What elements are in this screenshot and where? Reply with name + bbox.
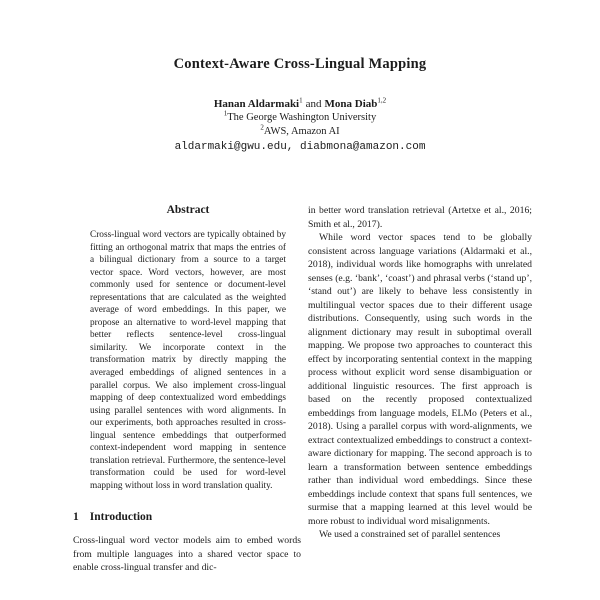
affiliation-2-marker: 2 bbox=[260, 123, 264, 131]
affiliation-1-marker: 1 bbox=[223, 109, 228, 118]
affiliation-1-name: The George Washington University bbox=[227, 112, 377, 123]
right-column-paragraph-3: We used a constrained set of parallel sentences bbox=[319, 529, 501, 540]
author-emails: aldarmaki@gwu.edu, diabmona@amazon.com bbox=[174, 141, 426, 153]
author-line bbox=[0, 97, 600, 111]
section-1-title: Introduction bbox=[89, 511, 153, 524]
affiliation-1 bbox=[0, 111, 600, 125]
right-column-paragraph-1: in better word translation retrieval (Artetxe et al., 2016; Smith et al., 2017). bbox=[308, 205, 532, 230]
abstract-text: Cross-lingual word vectors are typically obtained by fitting an orthogonal matrix that maps the entries of a bilingual dictionary from a source to a target vector space. Word vectors, however, are most commonly used for sentence or document-level representations that are calculated as the weighted average of word embeddings. In this paper, we propose an alternative to word-level mapping that better reflects sentence-level cross-lingual similarity. We incorporate context in the transformation matrix by directly mapping the averaged embeddings of aligned sentences in a parallel corpus. We also implement cross-lingual mapping of deep contextualized word embeddings using parallel sentences with word alignments. In our experiments, both approaches resulted in cross-lingual sentence embeddings that outperformed context-independent word mapping in sentence translation retrieval. Furthermore, the sentence-level transformation could be used for word-level mapping without loss in word translation quality. bbox=[90, 230, 286, 491]
right-column bbox=[308, 204, 532, 575]
author-2-affiliation-marker: 1,2 bbox=[377, 96, 387, 105]
paper-header bbox=[0, 0, 600, 154]
affiliation-2 bbox=[0, 125, 600, 139]
author-2-name: Mona Diab bbox=[324, 98, 378, 110]
section-1-heading bbox=[73, 511, 301, 523]
left-column bbox=[73, 204, 301, 575]
right-column-paragraph-2: While word vector spaces tend to be globally consistent across language variations (Aldarmaki et al., 2018), individual words like homographs with unrelated senses (e.g. ‘bank’, ‘coast’) and phrasal verbs (‘stand up’, ‘stand out’) are likely to behave less consistently in multilingual vector spaces due to their different usage distributions. Consequently, using such words in the alignment dictionary may result in suboptimal overall mapping. We propose two approaches to counteract this effect by incorporating sentential context in the mapping process without explicit word sense disambiguation or additional linguistic resources. The first approach is based on the recently proposed contextualized embeddings from language models, ELMo (Peters et al., 2018). Using a parallel corpus with word-alignments, we extract contextualized embeddings to construct a context-aware dictionary for mapping. The second approach is to learn a transformation between sentence embeddings rather than individual word embeddings. Since these embeddings include context that spans full sentences, we surmise that a mapping learned at this level would be more robust to individual word misalignments. bbox=[308, 232, 532, 527]
affiliation-2-name: AWS, Amazon AI bbox=[263, 125, 340, 137]
abstract-heading: Abstract bbox=[166, 204, 210, 216]
abstract-section bbox=[73, 204, 301, 492]
two-column-body bbox=[73, 204, 600, 575]
section-1-paragraph: Cross-lingual word vector models aim to embed words from multiple languages into a shared vector space to enable cross-lingual transfer and dic- bbox=[73, 535, 301, 574]
section-1-number: 1 bbox=[73, 511, 79, 524]
paper-title: Context-Aware Cross-Lingual Mapping bbox=[173, 56, 427, 72]
author-separator: and bbox=[305, 98, 322, 110]
author-1-name: Hanan Aldarmaki bbox=[213, 98, 300, 110]
author-1-affiliation-marker: 1 bbox=[299, 96, 303, 105]
